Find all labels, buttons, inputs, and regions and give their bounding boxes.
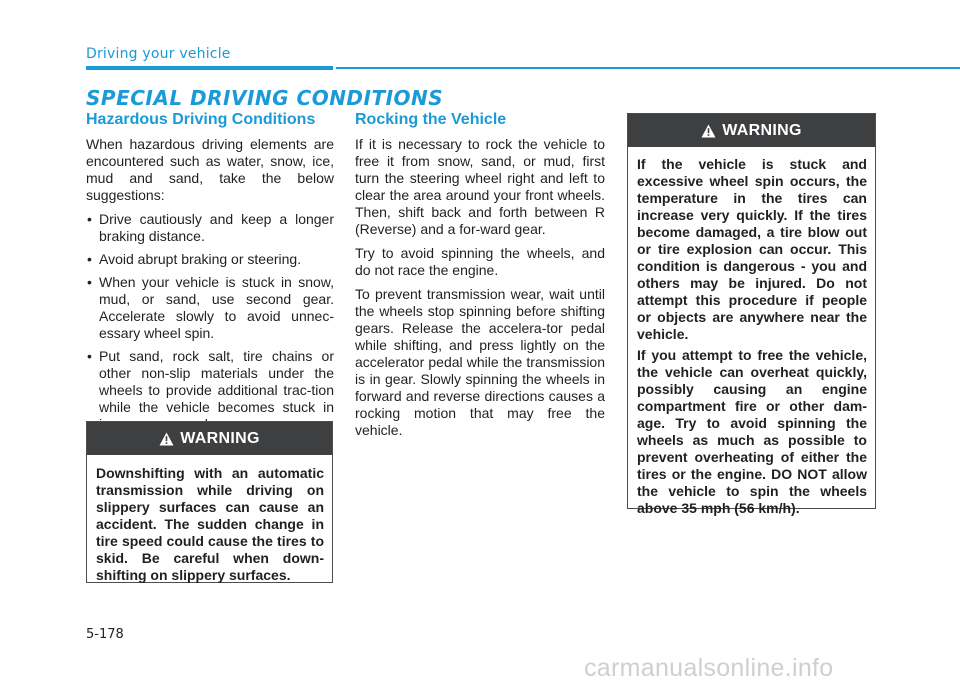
- header-rule: [336, 67, 960, 69]
- warning-box-downshifting: [86, 421, 333, 583]
- rocking-paragraph: Try to avoid spinning the wheels, and do not race the engine.: [355, 245, 605, 278]
- chapter-title: Driving your vehicle: [86, 46, 231, 62]
- bullet-icon: •: [87, 348, 92, 364]
- list-item: [86, 211, 334, 245]
- hazardous-conditions-column: [86, 111, 334, 439]
- rocking-vehicle-column: [355, 111, 605, 446]
- warning-label: WARNING: [722, 121, 802, 139]
- warning-body: [628, 147, 875, 529]
- rocking-paragraph: To prevent transmission wear, wait until the wheels stop spinning before shifting gears. Release the accelera-tor pedal while shifting, and press lightly on the accelerator pedal while the transmission is in gear. Slowly spinning the wheels in forward and reverse directions causes a rocking motion that may free the vehicle.: [355, 286, 605, 438]
- warning-box-wheel-spin: [627, 113, 876, 516]
- warning-body: [87, 455, 332, 596]
- warning-triangle-icon: [701, 124, 716, 138]
- warning-text: If you attempt to free the vehicle, the vehicle can overheat quickly, possibly causing an engine compartment fire or other dam-age. Try to avoid spinning the wheels as much as possible to prevent overheating of either the tires or the engine. DO NOT allow the vehicle to spin the wheels above 35 mph (56 km/h).: [637, 347, 867, 516]
- rocking-paragraph: If it is necessary to rock the vehicle to free it from snow, sand, or mud, first turn the steering wheel right and left to clear the area around your front wheels. Then, shift back and forth between R (Reverse) and a for-ward gear.: [355, 136, 605, 237]
- list-item-text: Avoid abrupt braking or steering.: [99, 251, 302, 267]
- list-item-text: Put sand, rock salt, tire chains or other non-slip materials under the wheels to provide additional trac-tion while the vehicle becomes stuck in: [99, 348, 334, 415]
- bullet-icon: •: [87, 274, 92, 290]
- hazardous-intro: When hazardous driving elements are encountered such as water, snow, ice, mud and sand, take the below suggestions:: [86, 136, 334, 203]
- warning-header: [87, 422, 332, 455]
- watermark-link[interactable]: carmanualsonline.info: [584, 654, 834, 682]
- bullet-icon: •: [87, 211, 92, 227]
- warning-triangle-icon: [159, 432, 174, 446]
- list-item: [86, 274, 334, 342]
- warning-header: [628, 114, 875, 147]
- header-rule-accent: [86, 66, 333, 70]
- warning-text: If the vehicle is stuck and excessive wheel spin occurs, the temperature in the tires can increase very quickly. If the tires become damaged, a tire blow out or tire explosion can occur. This condition is dangerous - you and others may be injured. Do not attempt this procedure if people or objects are anywhere near the vehicle.: [637, 156, 867, 342]
- list-item-text: Drive cautiously and keep a longer braking distance.: [99, 211, 334, 244]
- list-item: [86, 251, 334, 268]
- warning-text: Downshifting with an automatic transmission while driving on slippery surfaces can cause an accident. The sudden change in tire speed could cause the tires to skid. Be careful when down-shifting on slippery surfaces.: [96, 465, 324, 583]
- rocking-vehicle-title: Rocking the Vehicle: [355, 111, 507, 128]
- list-item-text: When your vehicle is stuck in snow, mud, or sand, use second gear. Accelerate slowly to avoid unnec-essary wheel spin.: [99, 274, 334, 341]
- hazardous-suggestions-list: [86, 211, 334, 433]
- warning-label: WARNING: [180, 429, 260, 447]
- section-title: SPECIAL DRIVING CONDITIONS: [86, 86, 444, 110]
- hazardous-conditions-title: Hazardous Driving Conditions: [86, 111, 316, 128]
- bullet-icon: •: [87, 251, 92, 267]
- page-number: 5-178: [86, 627, 124, 642]
